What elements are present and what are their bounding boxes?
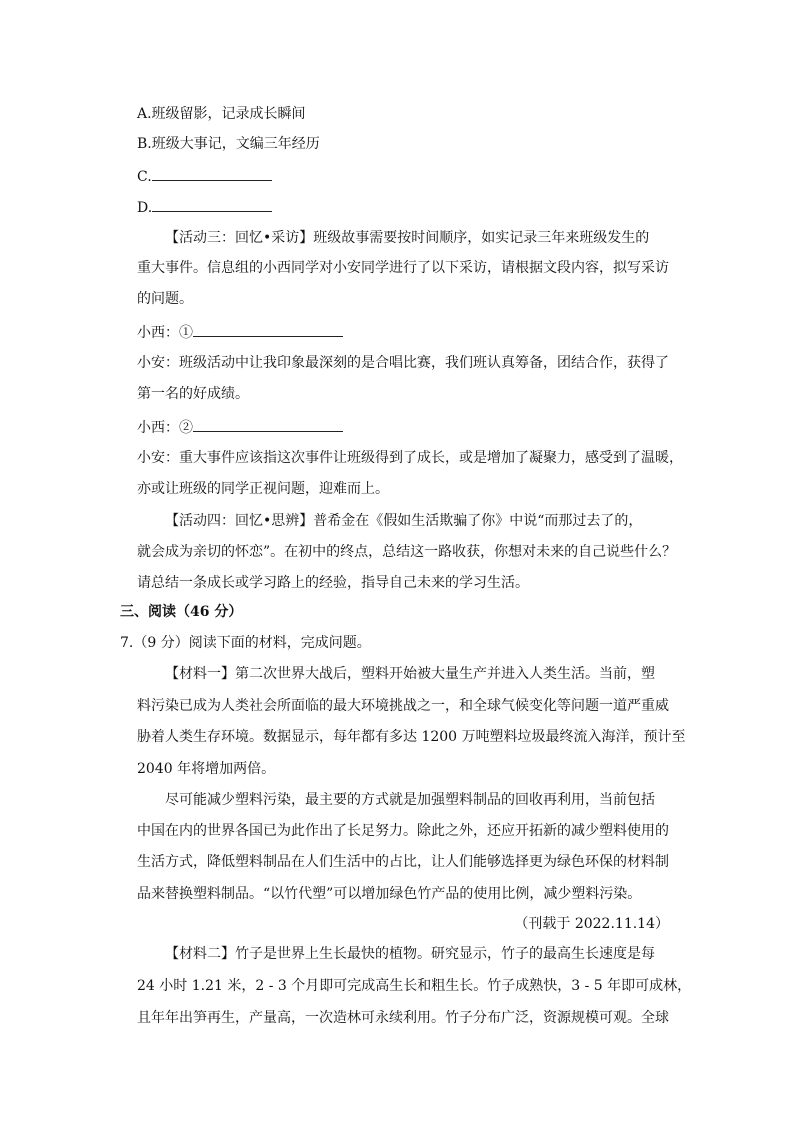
option-a: A.班级留影，记录成长瞬间	[137, 106, 306, 122]
question-1-label: 小西：①	[137, 325, 193, 341]
question-2-blank[interactable]	[193, 416, 343, 432]
activity3-line3: 的问题。	[137, 291, 193, 307]
option-c-label: C.	[137, 169, 152, 185]
option-d	[137, 196, 677, 218]
material2-line2: 24 小时 1.21 米，2 - 3 个月即可完成高生长和粗生长。竹子成熟快，3 - 5 年即可成林，	[137, 978, 692, 994]
material1-p1-line3: 胁着人类生存环境。数据显示，每年都有多达 1200 万吨塑料垃圾最终流入海洋，预计至	[137, 729, 686, 745]
activity3-line2: 重大事件。信息组的小西同学对小安同学进行了以下采访，请根据文段内容，拟写采访	[137, 260, 669, 276]
material1-p1-line2: 料污染已成为人类社会所面临的最大环境挑战之一，和全球气候变化等问题一道严重威	[137, 698, 669, 714]
material1-p2-line1: 尽可能减少塑料污染，最主要的方式就是加强塑料制品的回收再利用，当前包括	[165, 792, 655, 808]
material1-p1-line4: 2040 年将增加两倍。	[137, 761, 276, 777]
answer-1-line1: 小安：班级活动中让我印象最深刻的是合唱比赛，我们班认真筹备，团结合作，获得了	[137, 355, 669, 371]
question-2-label: 小西：②	[137, 420, 193, 436]
activity4-line3: 请总结一条成长或学习路上的经验，指导自己未来的学习生活。	[137, 575, 529, 591]
material1-p2-line4: 品来替换塑料制品。“以竹代塑”可以增加绿色竹产品的使用比例，减少塑料污染。	[137, 886, 642, 902]
option-d-label: D.	[137, 200, 153, 216]
activity4-line1: 【活动四：回忆•思辨】普希金在《假如生活欺骗了你》中说“而那过去了的，	[165, 513, 643, 529]
activity4-line2: 就会成为亲切的怀恋”。在初中的终点，总结这一路收获，你想对未来的自己说些什么？	[137, 544, 677, 560]
answer-2-line1: 小安：重大事件应该指这次事件让班级得到了成长，或是增加了凝聚力，感受到了温暖，	[137, 450, 683, 466]
option-c	[137, 165, 677, 187]
question-7: 7.（9 分）阅读下面的材料，完成问题。	[120, 635, 371, 651]
section-heading: 三、阅读（46 分）	[120, 604, 243, 620]
material2-line3: 且年年出笋再生，产量高，一次造林可永续利用。竹子分布广泛，资源规模可观。全球	[137, 1010, 669, 1026]
material1-p2-line2: 中国在内的世界各国已为此作出了长足努力。除此之外，还应开拓新的减少塑料使用的	[137, 823, 669, 839]
question-2	[137, 416, 677, 438]
answer-1-line2: 第一名的好成绩。	[137, 386, 249, 402]
question-1	[137, 321, 677, 343]
answer-2-line2: 亦或让班级的同学正视问题，迎难而上。	[137, 481, 389, 497]
material1-p1-line1: 【材料一】第二次世界大战后，塑料开始被大量生产并进入人类生活。当前，塑	[165, 666, 655, 682]
question-1-blank[interactable]	[193, 321, 343, 337]
activity3-line1: 【活动三：回忆•采访】班级故事需要按时间顺序，如实记录三年来班级发生的	[165, 230, 650, 246]
material2-line1: 【材料二】竹子是世界上生长最快的植物。研究显示，竹子的最高生长速度是每	[165, 946, 655, 962]
material1-p2-line3: 生活方式，降低塑料制品在人们生活中的占比，让人们能够选择更为绿色环保的材料制	[137, 854, 669, 870]
option-d-blank[interactable]	[152, 196, 272, 212]
option-c-blank[interactable]	[152, 165, 272, 181]
option-b: B.班级大事记，文编三年经历	[137, 136, 320, 152]
material1-source: （刊载于 2022.11.14）	[514, 916, 669, 932]
